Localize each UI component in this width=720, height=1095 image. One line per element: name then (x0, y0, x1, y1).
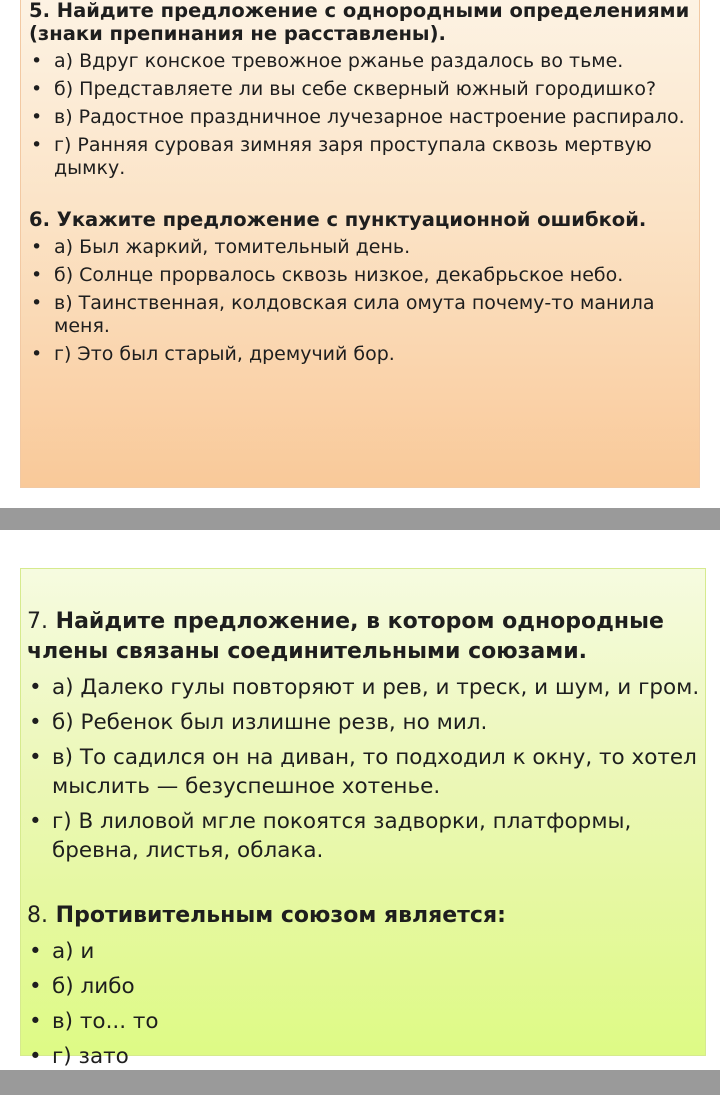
list-item (27, 673, 705, 702)
bullet-icon: • (31, 134, 43, 156)
list-item (27, 972, 705, 1001)
question-panel-orange (20, 0, 700, 488)
list-item (27, 937, 705, 966)
question-5-number: 5. (29, 0, 50, 22)
option-text: б) либо (52, 974, 135, 999)
slide-top (0, 0, 720, 508)
question-8-number: 8. (27, 903, 48, 928)
list-item (29, 343, 699, 366)
question-7-number: 7. (27, 609, 48, 634)
option-text: а) Был жаркий, томительный день. (54, 236, 411, 258)
bullet-icon: • (31, 264, 43, 286)
bullet-icon: • (29, 809, 42, 834)
option-text: а) и (52, 939, 95, 964)
list-item (29, 236, 699, 259)
option-text: а) Далеко гулы повторяют и рев, и треск, и шум, и гром. (52, 675, 700, 700)
bullet-icon: • (31, 50, 43, 72)
bullet-icon: • (29, 710, 42, 735)
option-text: в) Таинственная, колдовская сила омута почему-то манила меня. (54, 292, 655, 337)
bullet-icon: • (29, 974, 42, 999)
question-panel-green (20, 568, 706, 1069)
option-text: а) Вдруг конское тревожное ржанье раздалось во тьме. (54, 50, 624, 72)
option-text: б) Ребенок был излишне резв, но мил. (52, 710, 488, 735)
slide-bottom (0, 530, 720, 1070)
bullet-icon: • (31, 78, 43, 100)
option-text: б) Солнце прорвалось сквозь низкое, декабрьское небо. (54, 264, 624, 286)
question-6-text: Укажите предложение с пунктуационной ошибкой. (56, 208, 647, 231)
question-5-options (29, 50, 699, 180)
option-text: г) Это был старый, дремучий бор. (54, 343, 395, 365)
question-8 (27, 901, 705, 931)
bullet-icon: • (31, 236, 43, 258)
question-8-options (27, 937, 705, 1071)
bullet-icon: • (29, 675, 42, 700)
option-text: г) зато (52, 1044, 129, 1069)
question-6-options (29, 236, 699, 366)
list-item (27, 807, 705, 865)
question-5-text: Найдите предложение с однородными определениями (знаки препинания не расставлены). (29, 0, 690, 45)
list-item (29, 264, 699, 287)
option-text: в) то... то (52, 1009, 159, 1034)
list-item (29, 106, 699, 129)
question-8-block (27, 901, 705, 1071)
option-text: в) Радостное праздничное лучезарное настроение распирало. (54, 106, 685, 128)
question-7-text: Найдите предложение, в котором однородные члены связаны соединительными союзами. (27, 609, 664, 664)
question-6 (29, 208, 699, 231)
bullet-icon: • (29, 939, 42, 964)
question-6-block (29, 208, 699, 366)
list-item (29, 50, 699, 73)
list-item (29, 78, 699, 101)
list-item (27, 708, 705, 737)
option-text: б) Представляете ли вы себе скверный южный городишко? (54, 78, 657, 100)
list-item (27, 1042, 705, 1071)
question-7 (27, 607, 705, 667)
question-5 (29, 0, 699, 45)
bullet-icon: • (29, 745, 42, 770)
bullet-icon: • (31, 292, 43, 314)
question-6-number: 6. (29, 208, 50, 231)
list-item (29, 134, 699, 180)
list-item (27, 1007, 705, 1036)
option-text: г) В лиловой мгле покоятся задворки, платформы, бревна, листья, облака. (52, 809, 632, 863)
option-text: г) Ранняя суровая зимняя заря проступала сквозь мертвую дымку. (54, 134, 652, 179)
question-7-options (27, 673, 705, 865)
option-text: в) То садился он на диван, то подходил к окну, то хотел мыслить — безуспешное хотенье. (52, 745, 697, 799)
bullet-icon: • (29, 1044, 42, 1069)
list-item (29, 292, 699, 338)
list-item (27, 743, 705, 801)
bullet-icon: • (31, 343, 43, 365)
bullet-icon: • (29, 1009, 42, 1034)
bullet-icon: • (31, 106, 43, 128)
question-8-text: Противительным союзом является: (55, 903, 506, 928)
